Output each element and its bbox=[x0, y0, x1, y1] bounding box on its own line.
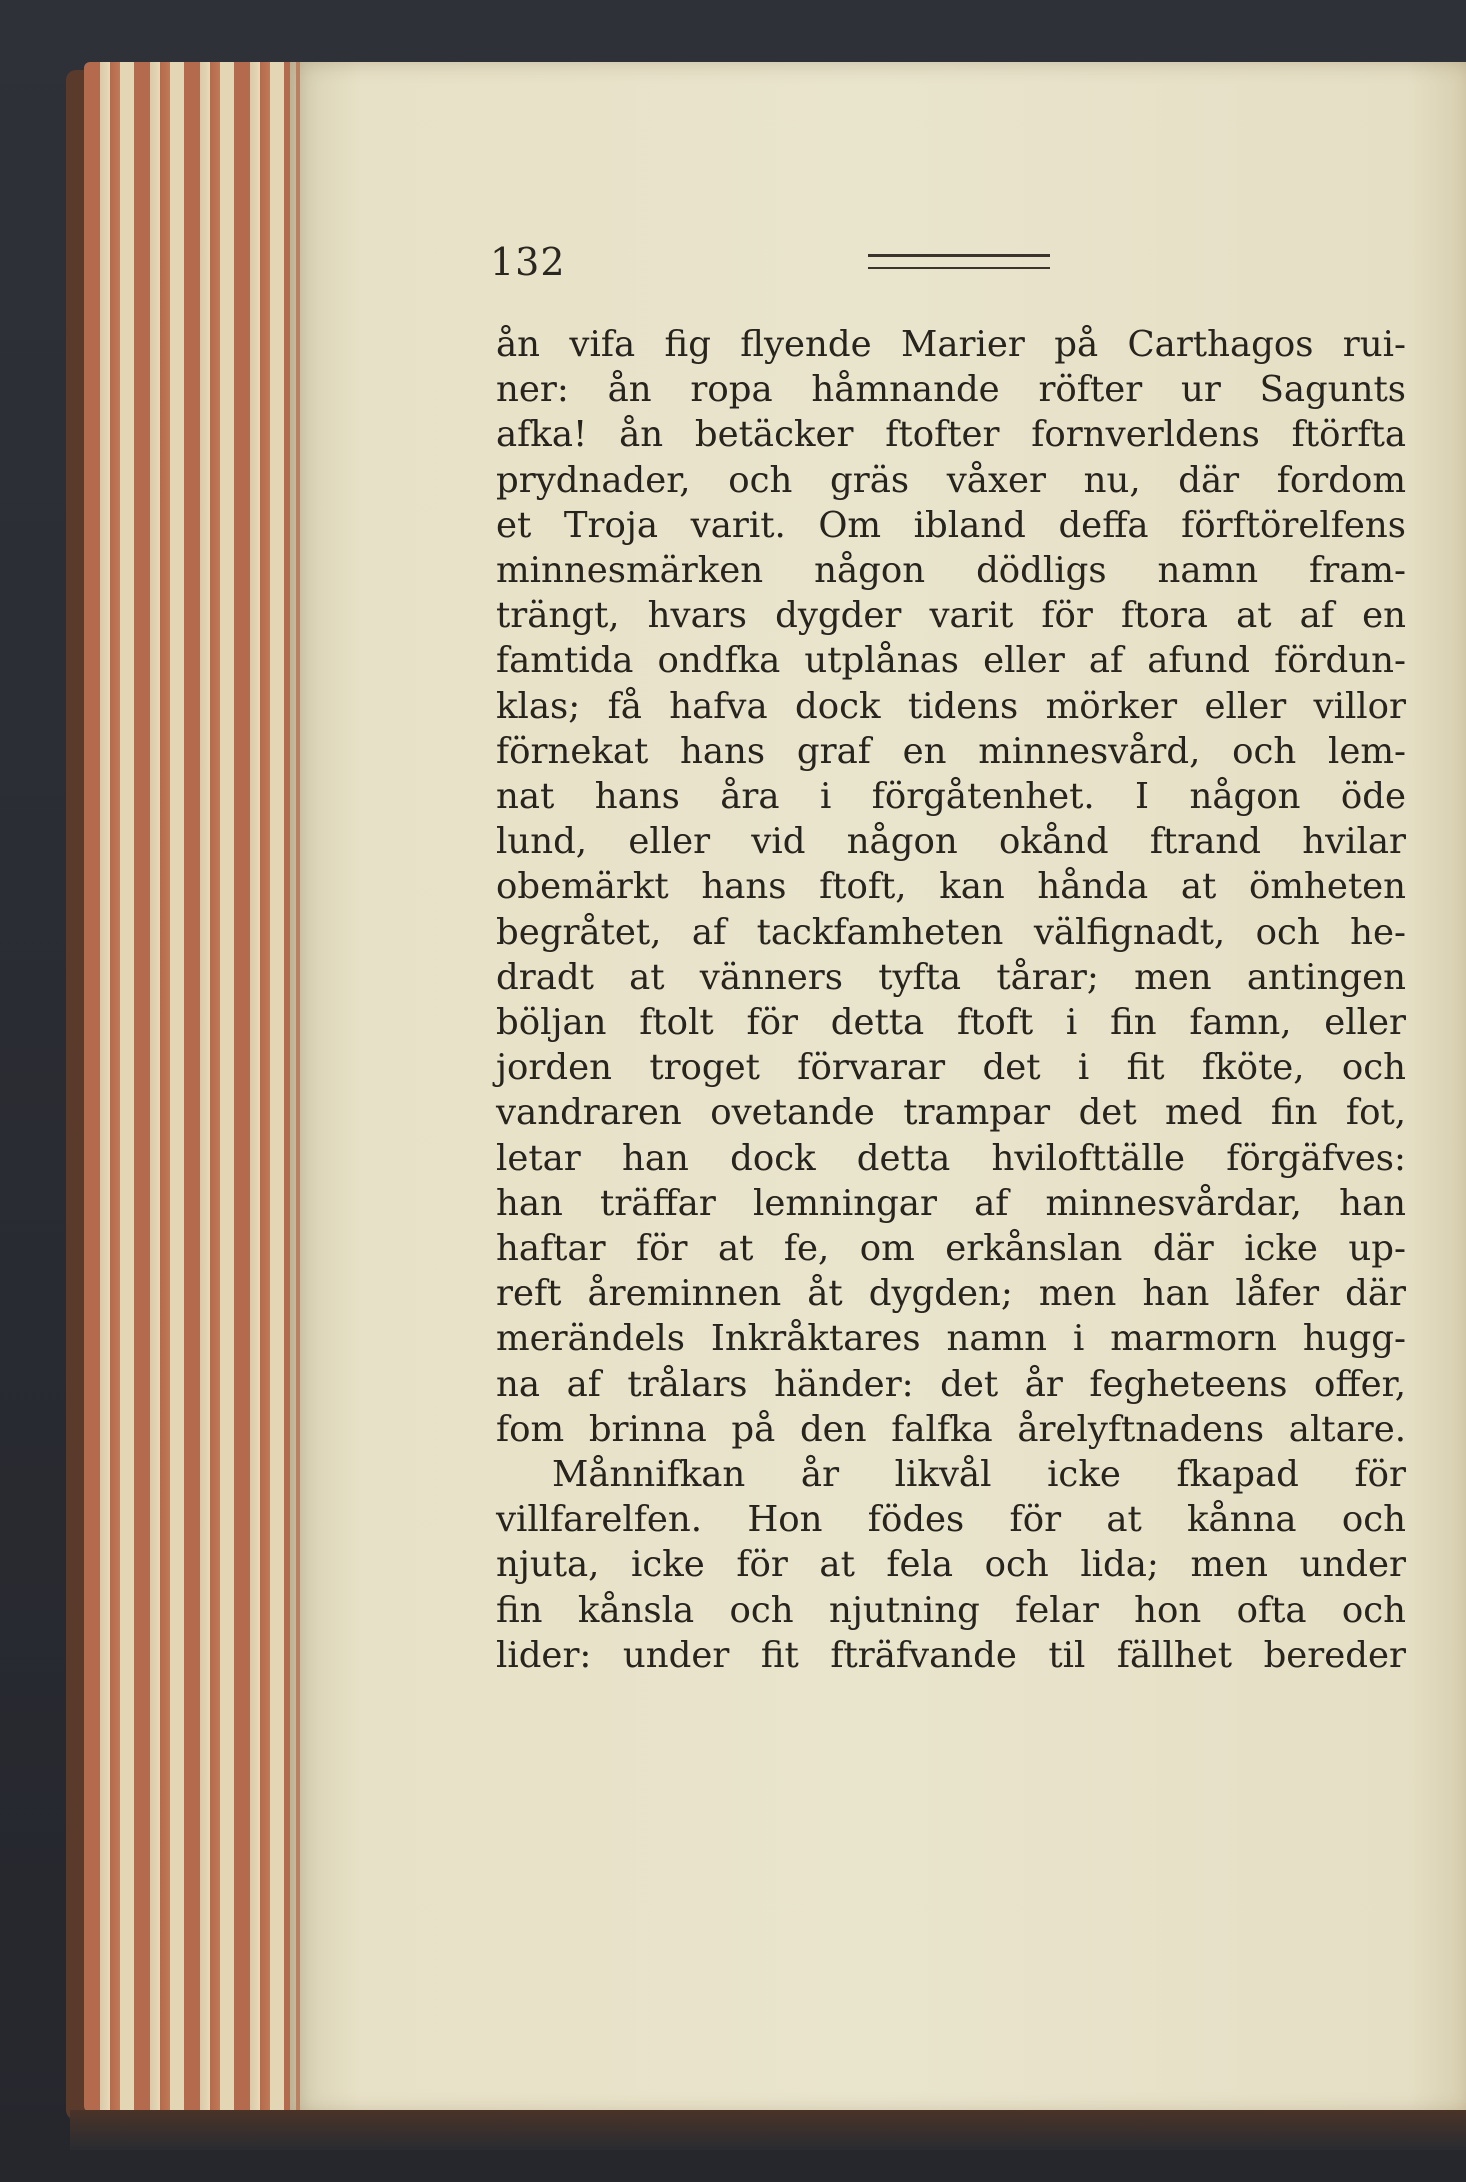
text-line: fom brinna på den falfka årelyftnadens altare. bbox=[496, 1408, 1406, 1450]
text-line: villfarelfen. Hon födes för at kånna och bbox=[496, 1499, 1406, 1541]
text-line: dradt at vänners tyfta tårar; men antingen bbox=[496, 956, 1406, 998]
page-gutter-line bbox=[296, 62, 300, 2114]
text-line: letar han dock detta hvilofttälle förgäfves: bbox=[496, 1137, 1406, 1179]
text-line: han träffar lemningar af minnesvårdar, han bbox=[496, 1182, 1406, 1224]
text-line: merändels Inkråktares namn i marmorn hugg- bbox=[496, 1318, 1406, 1360]
header-ornament bbox=[868, 254, 1050, 269]
text-line: famtida ondfka utplånas eller af afund fördun- bbox=[496, 640, 1406, 682]
text-line: Månnifkan år likvål icke fkapad för bbox=[552, 1454, 1406, 1496]
text-line: obemärkt hans ftoft, kan hånda at ömheten bbox=[496, 866, 1406, 908]
text-line: jorden troget förvarar det i fit fköte, och bbox=[496, 1047, 1406, 1089]
text-line: klas; få hafva dock tidens mörker eller villor bbox=[496, 685, 1406, 727]
text-line: fin kånsla och njutning felar hon ofta och bbox=[496, 1589, 1406, 1631]
text-line: reft åreminnen åt dygden; men han låfer där bbox=[496, 1273, 1406, 1315]
page-number: 132 bbox=[490, 240, 566, 284]
book-bottom-edge bbox=[70, 2110, 1466, 2150]
text-line: minnesmärken någon dödligs namn fram- bbox=[496, 550, 1406, 592]
page-stack-edge bbox=[84, 62, 314, 2112]
text-line: prydnader, och gräs våxer nu, där fordom bbox=[496, 459, 1406, 501]
text-line: förnekat hans graf en minnesvård, och lem- bbox=[496, 730, 1406, 772]
text-line: böljan ftolt för detta ftoft i fin famn, eller bbox=[496, 1002, 1406, 1044]
text-line: trängt, hvars dygder varit för ftora at af en bbox=[496, 595, 1406, 637]
text-line: vandraren ovetande trampar det med fin fot, bbox=[496, 1092, 1406, 1134]
text-line: haftar för at fe, om erkånslan där icke up- bbox=[496, 1228, 1406, 1270]
text-line: lund, eller vid någon okånd ftrand hvilar bbox=[496, 821, 1406, 863]
text-line: begråtet, af tackfamheten välfignadt, och he- bbox=[496, 911, 1406, 953]
page-header bbox=[490, 240, 1050, 290]
text-line: et Troja varit. Om ibland deffa förftörelfens bbox=[496, 504, 1406, 546]
text-line: ån vifa fig flyende Marier på Carthagos rui- bbox=[496, 324, 1406, 365]
text-line: nat hans åra i förgåtenhet. I någon öde bbox=[496, 776, 1406, 818]
text-line: njuta, icke för at fela och lida; men under bbox=[496, 1544, 1406, 1586]
text-line: lider: under fit fträfvande til fällhet bereder bbox=[496, 1634, 1406, 1676]
body-text bbox=[496, 322, 1406, 1678]
text-line: afka! ån betäcker ftofter fornverldens ftörfta bbox=[496, 414, 1406, 456]
text-line: na af trålars händer: det år fegheteens offer, bbox=[496, 1363, 1406, 1405]
text-line: ner: ån ropa håmnande röfter ur Sagunts bbox=[496, 369, 1406, 411]
